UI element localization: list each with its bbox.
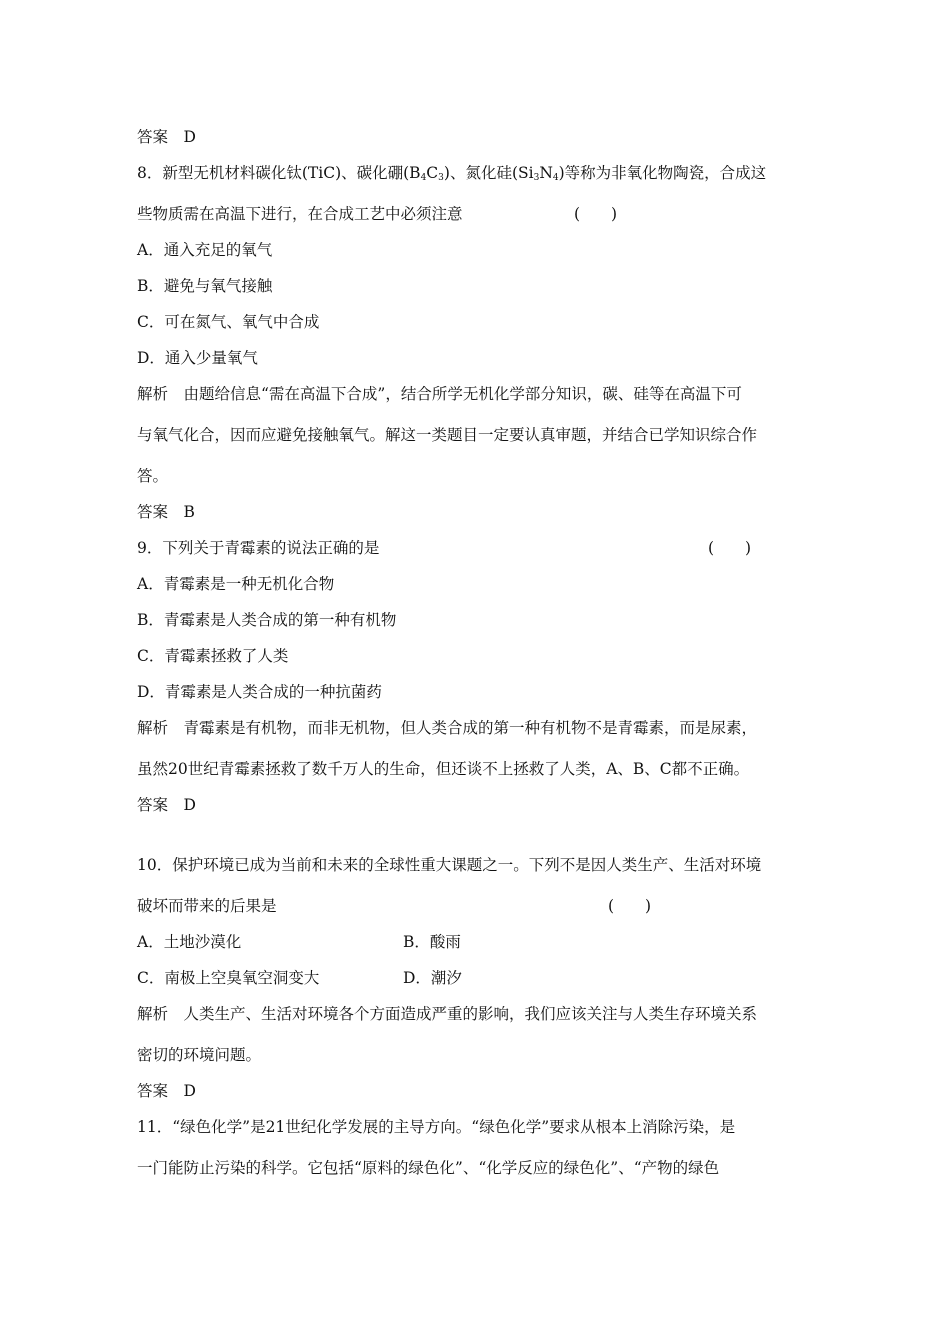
question-10-stem-line2: 破坏而带来的后果是 <box>137 897 277 915</box>
option-c: C．南极上空臭氧空洞变大 <box>137 969 320 987</box>
question-9-stem: 9．下列关于青霉素的说法正确的是 <box>137 539 380 557</box>
answer-line: 答案 B <box>137 503 195 521</box>
question-8-stem-line1: 8．新型无机材料碳化钛(TiC)、碳化硼$(B_4C_3)$、氮化硅$(Si_3N_4)$等称为非氧化物陶瓷，合成这 <box>137 164 767 183</box>
question-11-stem-line1: 11．“绿色化学”是21世纪化学发展的主导方向。“绿色化学”要求从根本上消除污染，是 <box>137 1118 736 1136</box>
question-10-stem-line1: 10．保护环境已成为当前和未来的全球性重大课题之一。下列不是因人类生产、生活对环境 <box>137 856 762 874</box>
option-a: A．通入充足的氧气 <box>137 241 273 259</box>
answer-blank: ( ) <box>608 897 652 915</box>
answer-blank: ( ) <box>708 539 752 557</box>
option-d: D．潮汐 <box>403 969 462 987</box>
option-d: D．青霉素是人类合成的一种抗菌药 <box>137 683 382 701</box>
answer-line: 答案 D <box>137 796 196 814</box>
option-c: C．可在氮气、氧气中合成 <box>137 313 320 331</box>
option-b: B．青霉素是人类合成的第一种有机物 <box>137 611 397 629</box>
option-d: D．通入少量氧气 <box>137 349 258 367</box>
option-a: A．土地沙漠化 <box>137 933 242 951</box>
analysis-line: 虽然20世纪青霉素拯救了数千万人的生命，但还谈不上拯救了人类，A、B、C都不正确。 <box>137 760 750 778</box>
analysis-line: 解析 人类生产、生活对环境各个方面造成严重的影响，我们应该关注与人类生存环境关系 <box>137 1005 758 1023</box>
option-b: B．避免与氧气接触 <box>137 277 273 295</box>
analysis-line: 密切的环境问题。 <box>137 1046 262 1064</box>
answer-line: 答案 D <box>137 128 196 146</box>
option-a: A．青霉素是一种无机化合物 <box>137 575 335 593</box>
analysis-line: 解析 青霉素是有机物，而非无机物，但人类合成的第一种有机物不是青霉素，而是尿素， <box>137 719 758 737</box>
question-11-stem-line2: 一门能防止污染的科学。它包括“原料的绿色化”、“化学反应的绿色化”、“产物的绿色 <box>137 1159 720 1177</box>
answer-blank: ( ) <box>574 205 618 223</box>
question-8-stem-line2: 些物质需在高温下进行，在合成工艺中必须注意 <box>137 205 463 223</box>
option-c: C．青霉素拯救了人类 <box>137 647 289 665</box>
analysis-line: 解析 由题给信息“需在高温下合成”，结合所学无机化学部分知识，碳、硅等在高温下可 <box>137 385 742 403</box>
analysis-line: 答。 <box>137 467 169 485</box>
analysis-line: 与氧气化合，因而应避免接触氧气。解这一类题目一定要认真审题，并结合已学知识综合作 <box>137 426 758 444</box>
answer-line: 答案 D <box>137 1082 196 1100</box>
option-b: B．酸雨 <box>403 933 461 951</box>
